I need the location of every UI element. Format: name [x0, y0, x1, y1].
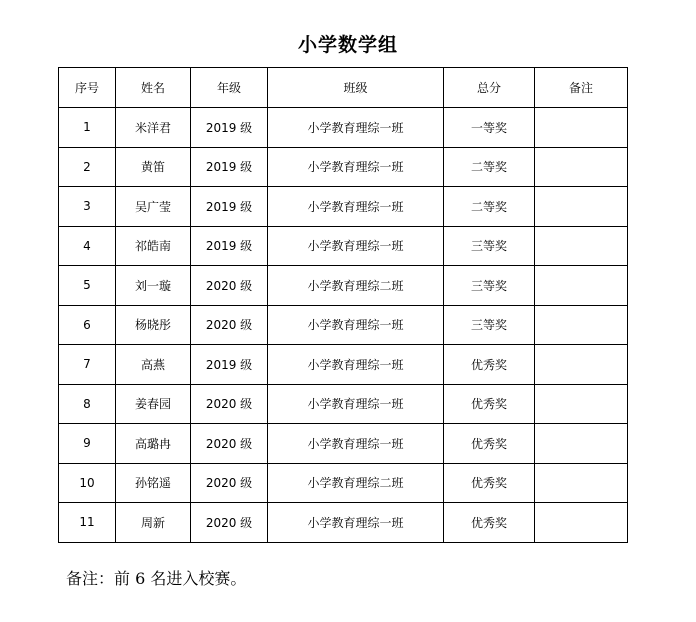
header-name: 姓名 [116, 68, 191, 108]
cell-index: 5 [59, 266, 116, 306]
table-row [59, 345, 628, 385]
cell-index: 2 [59, 147, 116, 187]
footnote: 备注：前 6 名进入校赛。 [66, 569, 247, 588]
cell-index: 10 [59, 463, 116, 503]
cell-remark [535, 147, 628, 187]
cell-award: 优秀奖 [444, 424, 535, 464]
table-row [59, 187, 628, 227]
cell-index: 7 [59, 345, 116, 385]
cell-remark [535, 424, 628, 464]
cell-grade: 2019 级 [191, 187, 268, 227]
table-body [59, 108, 628, 543]
cell-remark [535, 463, 628, 503]
cell-name: 高璐冉 [116, 424, 191, 464]
cell-award: 二等奖 [444, 187, 535, 227]
cell-award: 优秀奖 [444, 463, 535, 503]
table-row [59, 226, 628, 266]
cell-class: 小学教育理综二班 [268, 463, 444, 503]
header-class: 班级 [268, 68, 444, 108]
cell-index: 11 [59, 503, 116, 543]
cell-class: 小学教育理综二班 [268, 266, 444, 306]
cell-grade: 2020 级 [191, 384, 268, 424]
cell-award: 优秀奖 [444, 345, 535, 385]
table-row [59, 424, 628, 464]
cell-remark [535, 108, 628, 148]
table-row [59, 266, 628, 306]
cell-grade: 2019 级 [191, 108, 268, 148]
cell-award: 三等奖 [444, 305, 535, 345]
table-row [59, 147, 628, 187]
cell-remark [535, 305, 628, 345]
cell-grade: 2019 级 [191, 147, 268, 187]
cell-remark [535, 226, 628, 266]
cell-remark [535, 503, 628, 543]
document-title: 小学数学组 [297, 34, 398, 56]
cell-grade: 2020 级 [191, 266, 268, 306]
cell-class: 小学教育理综一班 [268, 305, 444, 345]
cell-class: 小学教育理综一班 [268, 226, 444, 266]
cell-class: 小学教育理综一班 [268, 384, 444, 424]
cell-index: 4 [59, 226, 116, 266]
table-row [59, 503, 628, 543]
cell-name: 姜春园 [116, 384, 191, 424]
cell-index: 9 [59, 424, 116, 464]
cell-name: 杨晓彤 [116, 305, 191, 345]
cell-remark [535, 384, 628, 424]
cell-grade: 2019 级 [191, 345, 268, 385]
header-grade: 年级 [191, 68, 268, 108]
cell-class: 小学教育理综一班 [268, 187, 444, 227]
cell-index: 8 [59, 384, 116, 424]
cell-name: 孙铭遥 [116, 463, 191, 503]
cell-award: 优秀奖 [444, 384, 535, 424]
cell-award: 一等奖 [444, 108, 535, 148]
header-index: 序号 [59, 68, 116, 108]
table-row [59, 305, 628, 345]
cell-name: 黄笛 [116, 147, 191, 187]
cell-name: 高燕 [116, 345, 191, 385]
cell-remark [535, 187, 628, 227]
cell-name: 吴广莹 [116, 187, 191, 227]
cell-class: 小学教育理综一班 [268, 147, 444, 187]
cell-index: 6 [59, 305, 116, 345]
table-row [59, 384, 628, 424]
header-score: 总分 [444, 68, 535, 108]
cell-name: 周新 [116, 503, 191, 543]
cell-index: 3 [59, 187, 116, 227]
cell-grade: 2020 级 [191, 424, 268, 464]
cell-grade: 2020 级 [191, 463, 268, 503]
cell-award: 三等奖 [444, 226, 535, 266]
cell-class: 小学教育理综一班 [268, 108, 444, 148]
cell-grade: 2020 级 [191, 305, 268, 345]
cell-grade: 2020 级 [191, 503, 268, 543]
cell-name: 米洋君 [116, 108, 191, 148]
table-row [59, 108, 628, 148]
table-header-row [59, 68, 628, 108]
cell-remark [535, 345, 628, 385]
award-table [58, 67, 628, 543]
cell-class: 小学教育理综一班 [268, 345, 444, 385]
cell-award: 优秀奖 [444, 503, 535, 543]
cell-name: 刘一璇 [116, 266, 191, 306]
cell-name: 祁皓南 [116, 226, 191, 266]
header-remark: 备注 [535, 68, 628, 108]
table-row [59, 463, 628, 503]
cell-class: 小学教育理综一班 [268, 503, 444, 543]
cell-index: 1 [59, 108, 116, 148]
cell-award: 三等奖 [444, 266, 535, 306]
cell-award: 二等奖 [444, 147, 535, 187]
cell-class: 小学教育理综一班 [268, 424, 444, 464]
cell-grade: 2019 级 [191, 226, 268, 266]
cell-remark [535, 266, 628, 306]
